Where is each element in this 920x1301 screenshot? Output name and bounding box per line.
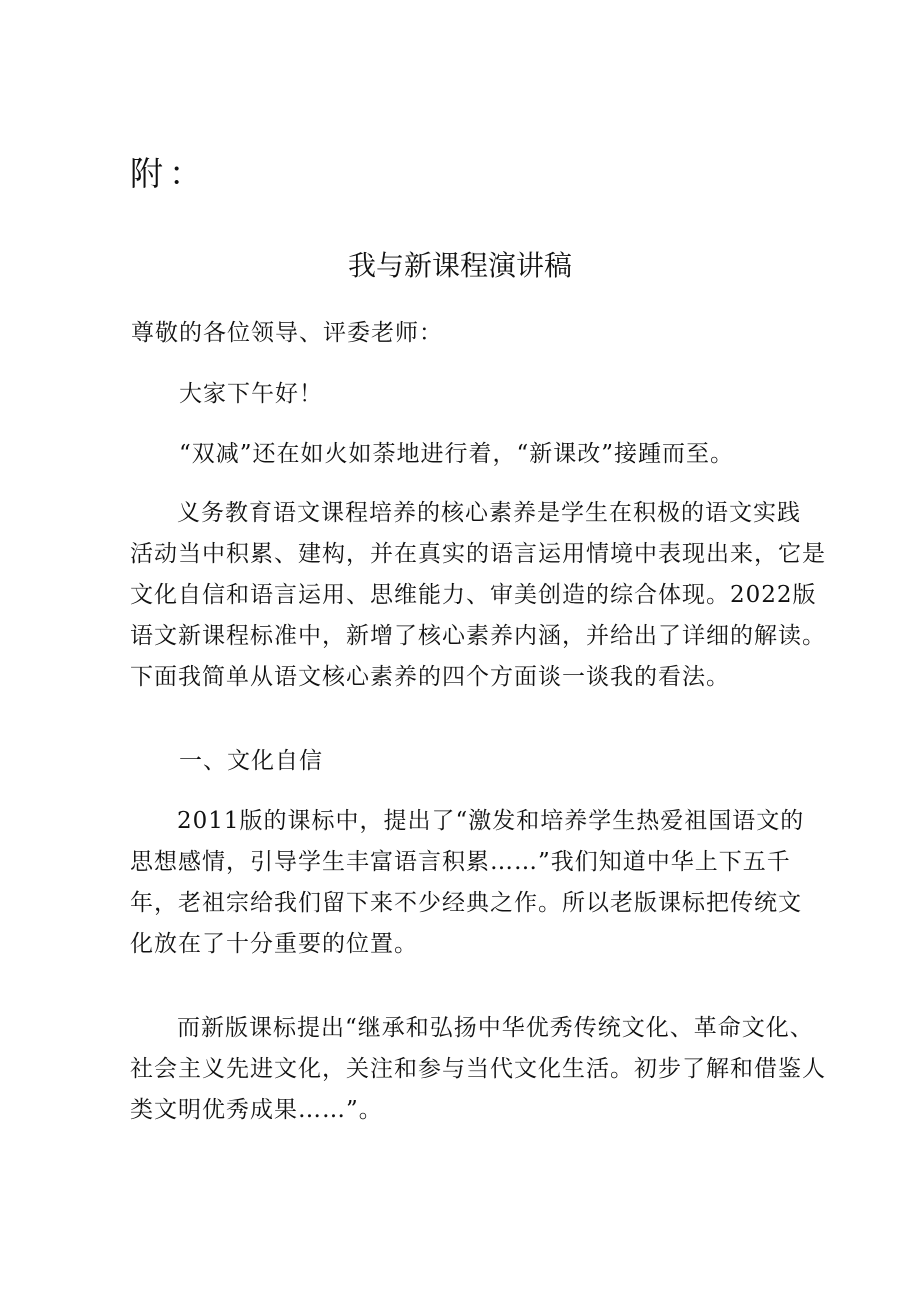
- paragraph-line: 文化自信和语言运用、思维能力、审美创造的综合体现。2022版: [130, 582, 817, 608]
- paragraph-line: 下面我简单从语文核心素养的四个方面谈一谈我的看法。: [130, 664, 730, 690]
- paragraph-line: 语文新课程标准中，新增了核心素养内涵，并给出了详细的解读。: [130, 623, 826, 649]
- document-title: 我与新课程演讲稿: [347, 249, 572, 282]
- paragraph-new-standard: [130, 1008, 826, 1131]
- paragraph-core-literacy: [130, 493, 826, 698]
- paragraph-line: 而新版课标提出“继承和弘扬中华优秀传统文化、革命文化、: [177, 1015, 814, 1041]
- appendix-label: 附：: [130, 154, 208, 193]
- paragraph-line: 2011版的课标中，提出了“激发和培养学生热爱祖国语文的: [177, 808, 805, 834]
- paragraph-line: 社会主义先进文化，关注和参与当代文化生活。初步了解和借鉴人: [130, 1056, 826, 1082]
- greeting: 大家下午好！: [179, 381, 323, 407]
- paragraph-line: 类文明优秀成果……”。: [130, 1097, 383, 1123]
- paragraph-line: 活动当中积累、建构，并在真实的语言运用情境中表现出来，它是: [130, 541, 826, 567]
- salutation: 尊敬的各位领导、评委老师：: [131, 320, 443, 346]
- paragraph-line: 思想感情，引导学生丰富语言积累……”我们知道中华上下五千: [130, 849, 791, 875]
- paragraph-line: 化放在了十分重要的位置。: [130, 931, 418, 957]
- paragraph-line: 义务教育语文课程培养的核心素养是学生在积极的语文实践: [177, 500, 801, 526]
- paragraph-line: 年，老祖宗给我们留下来不少经典之作。所以老版课标把传统文: [130, 890, 802, 916]
- paragraph-2011-standard: [130, 801, 805, 965]
- intro-paragraph: “双减”还在如火如荼地进行着，“新课改”接踵而至。: [179, 441, 735, 467]
- section-heading: 一、文化自信: [179, 748, 323, 774]
